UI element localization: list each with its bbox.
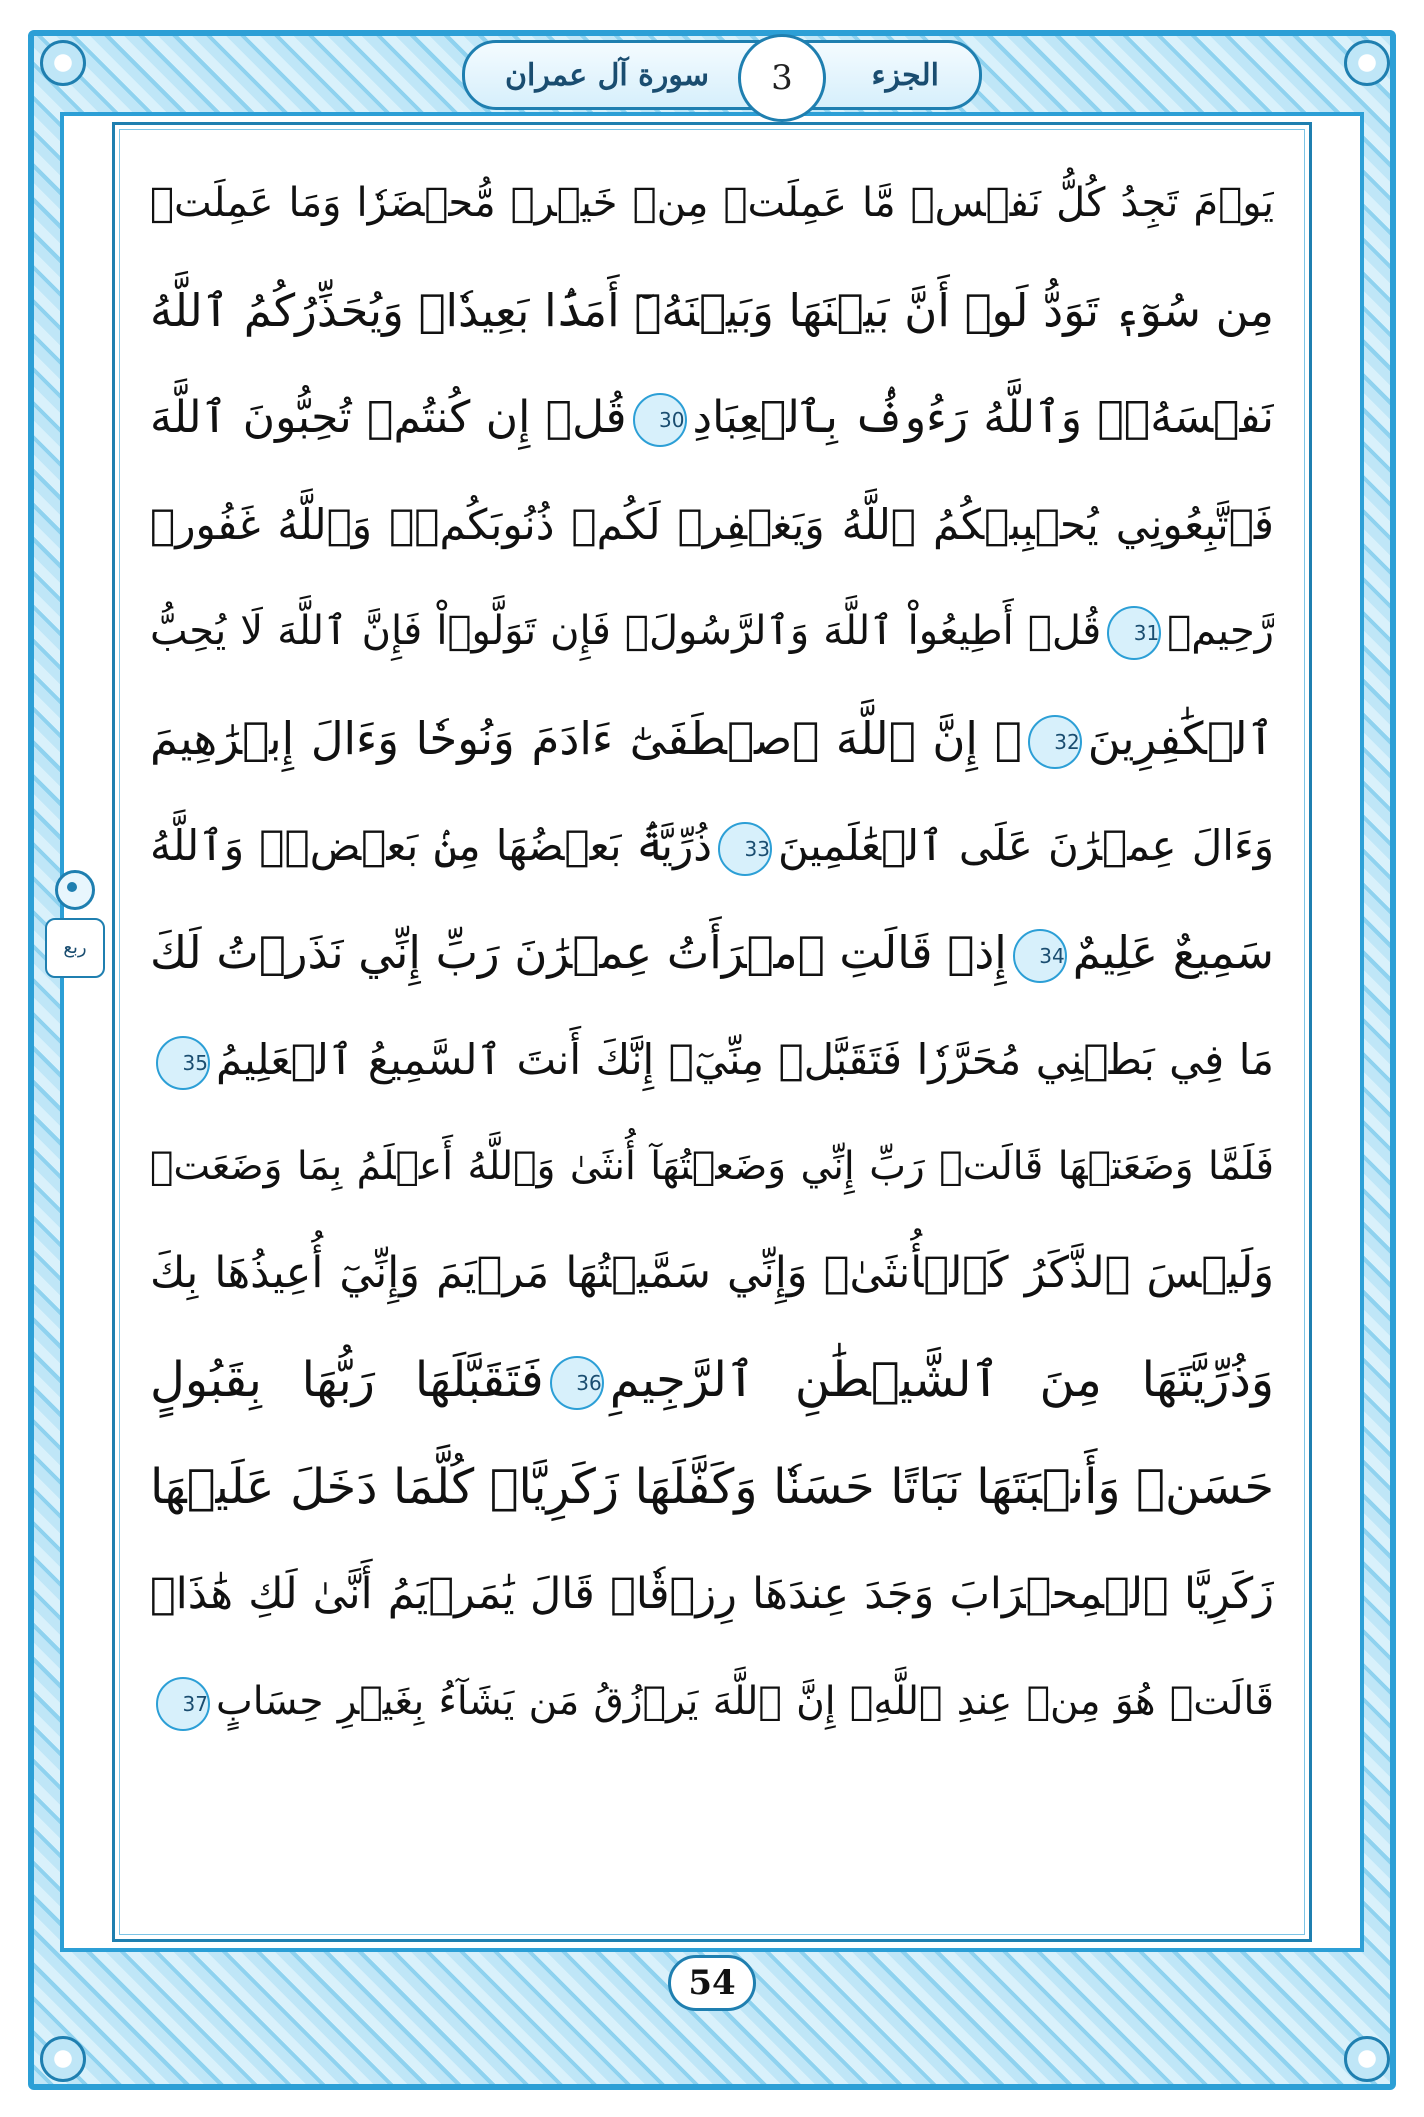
verse-text: مَا فِي بَطۡنِي مُحَرَّرٗا فَتَقَبَّلۡ مِنِّيٓۖ إِنَّكَ أَنتَ ٱلسَّمِيعُ ٱلۡعَلِيمُ	[216, 1035, 1274, 1084]
ayah-number-marker: 31	[1107, 606, 1161, 660]
verse-text: قُلۡ إِن كُنتُمۡ تُحِبُّونَ ٱللَّهَ	[150, 392, 627, 443]
ayah-number-marker: 33	[718, 822, 772, 876]
verse-text: فَتَقَبَّلَهَا رَبُّهَا بِقَبُولٍ	[150, 1352, 544, 1408]
juz-title: الجزء	[871, 57, 939, 93]
verse-text: وَلَيۡسَ ٱلذَّكَرُ كَٱلۡأُنثَىٰۖ وَإِنِّي سَمَّيۡتُهَا مَرۡيَمَ وَإِنِّيٓ أُعِيذُهَا بِكَ	[150, 1248, 1274, 1298]
corner-ornament-icon	[1344, 40, 1390, 86]
page-header	[462, 40, 982, 110]
verse-text: ذُرِّيَّةَۢ بَعۡضُهَا مِنۢ بَعۡضٖۗ وَٱللَّهُ	[150, 821, 712, 870]
ayah-number-marker: 36	[550, 1356, 604, 1410]
verse-line	[150, 1006, 1274, 1113]
verse-text: يَوۡمَ تَجِدُ كُلُّ نَفۡسٖ مَّا عَمِلَتۡ مِنۡ خَيۡرٖ مُّحۡضَرٗا وَمَا عَمِلَتۡ	[150, 180, 1274, 226]
verse-text: رَّحِيمٞ	[1167, 608, 1274, 654]
verse-line	[150, 1541, 1274, 1648]
verse-line	[150, 1220, 1274, 1327]
rub-label: ربع	[45, 918, 105, 978]
verse-text: سَمِيعٌ عَلِيمٌ	[1072, 926, 1274, 979]
verse-text: إِذۡ قَالَتِ ٱمۡرَأَتُ عِمۡرَٰنَ رَبِّ إِنِّي نَذَرۡتُ لَكَ	[150, 926, 1007, 979]
verse-text: فَلَمَّا وَضَعَتۡهَا قَالَتۡ رَبِّ إِنِّي وَضَعۡتُهَآ أُنثَىٰ وَٱللَّهُ أَعۡلَمُ بِمَا وَضَعَتۡ	[150, 1144, 1274, 1189]
verse-line	[150, 1648, 1274, 1755]
verse-line	[150, 578, 1274, 685]
verse-text: قَالَتۡ هُوَ مِنۡ عِندِ ٱللَّهِۖ إِنَّ ٱللَّهَ يَرۡزُقُ مَن يَشَآءُ بِغَيۡرِ حِسَابٍ	[216, 1679, 1274, 1724]
corner-ornament-icon	[40, 2036, 86, 2082]
verse-line	[150, 1434, 1274, 1541]
verse-line	[150, 685, 1274, 792]
verse-line	[150, 364, 1274, 471]
surah-title: سورة آل عمران	[505, 57, 710, 93]
verse-text: وَذُرِّيَّتَهَا مِنَ ٱلشَّيۡطَٰنِ ٱلرَّجِيمِ	[609, 1352, 1274, 1408]
verse-text: ٱلۡكَٰفِرِينَ	[1087, 712, 1274, 765]
verse-line	[150, 899, 1274, 1006]
verse-line	[150, 471, 1274, 578]
ayah-number-marker: 32	[1028, 715, 1082, 769]
ayah-number-marker: 37	[156, 1677, 210, 1731]
juz-number-badge: 3	[738, 34, 826, 122]
verse-text: مِن سُوٓءٖ تَوَدُّ لَوۡ أَنَّ بَيۡنَهَا وَبَيۡنَهُۥٓ أَمَدَۢا بَعِيدٗاۗ وَيُحَذِّرُكُمُ ٱللَّهُ	[150, 284, 1274, 337]
rub-marker	[40, 870, 110, 980]
verse-text: زَكَرِيَّا ٱلۡمِحۡرَابَ وَجَدَ عِندَهَا رِزۡقٗاۖ قَالَ يَٰمَرۡيَمُ أَنَّىٰ لَكِ هَٰذَاۖ	[150, 1569, 1274, 1619]
verse-line	[150, 1327, 1274, 1434]
verse-line	[150, 150, 1274, 257]
verse-line	[150, 257, 1274, 364]
verse-text: قُلۡ أَطِيعُواْ ٱللَّهَ وَٱلرَّسُولَۖ فَإِن تَوَلَّوۡاْ فَإِنَّ ٱللَّهَ لَا يُحِبُّ	[150, 608, 1102, 654]
ayah-number-marker: 30	[633, 393, 687, 447]
rosette-icon	[55, 870, 95, 910]
verse-line	[150, 1113, 1274, 1220]
ayah-number-marker: 35	[156, 1036, 210, 1090]
corner-ornament-icon	[40, 40, 86, 86]
verse-text: نَفۡسَهُۥۗ وَٱللَّهُ رَءُوفُۢ بِٱلۡعِبَادِ	[692, 392, 1274, 443]
verse-lines	[150, 150, 1274, 1755]
verse-text: ۞ إِنَّ ٱللَّهَ ٱصۡطَفَىٰٓ ءَادَمَ وَنُوحٗا وَءَالَ إِبۡرَٰهِيمَ	[150, 712, 1022, 765]
page-number: 54	[668, 1955, 756, 2011]
verse-text: وَءَالَ عِمۡرَٰنَ عَلَى ٱلۡعَٰلَمِينَ	[778, 821, 1274, 870]
verse-line	[150, 792, 1274, 899]
verse-text: فَٱتَّبِعُونِي يُحۡبِبۡكُمُ ٱللَّهُ وَيَغۡفِرۡ لَكُمۡ ذُنُوبَكُمۡۚ وَٱللَّهُ غَفُورٞ	[150, 500, 1274, 549]
ayah-number-marker: 34	[1013, 929, 1067, 983]
verse-text: حَسَنٖ وَأَنۢبَتَهَا نَبَاتًا حَسَنٗا وَكَفَّلَهَا زَكَرِيَّاۖ كُلَّمَا دَخَلَ عَلَيۡهَا	[150, 1459, 1274, 1515]
corner-ornament-icon	[1344, 2036, 1390, 2082]
